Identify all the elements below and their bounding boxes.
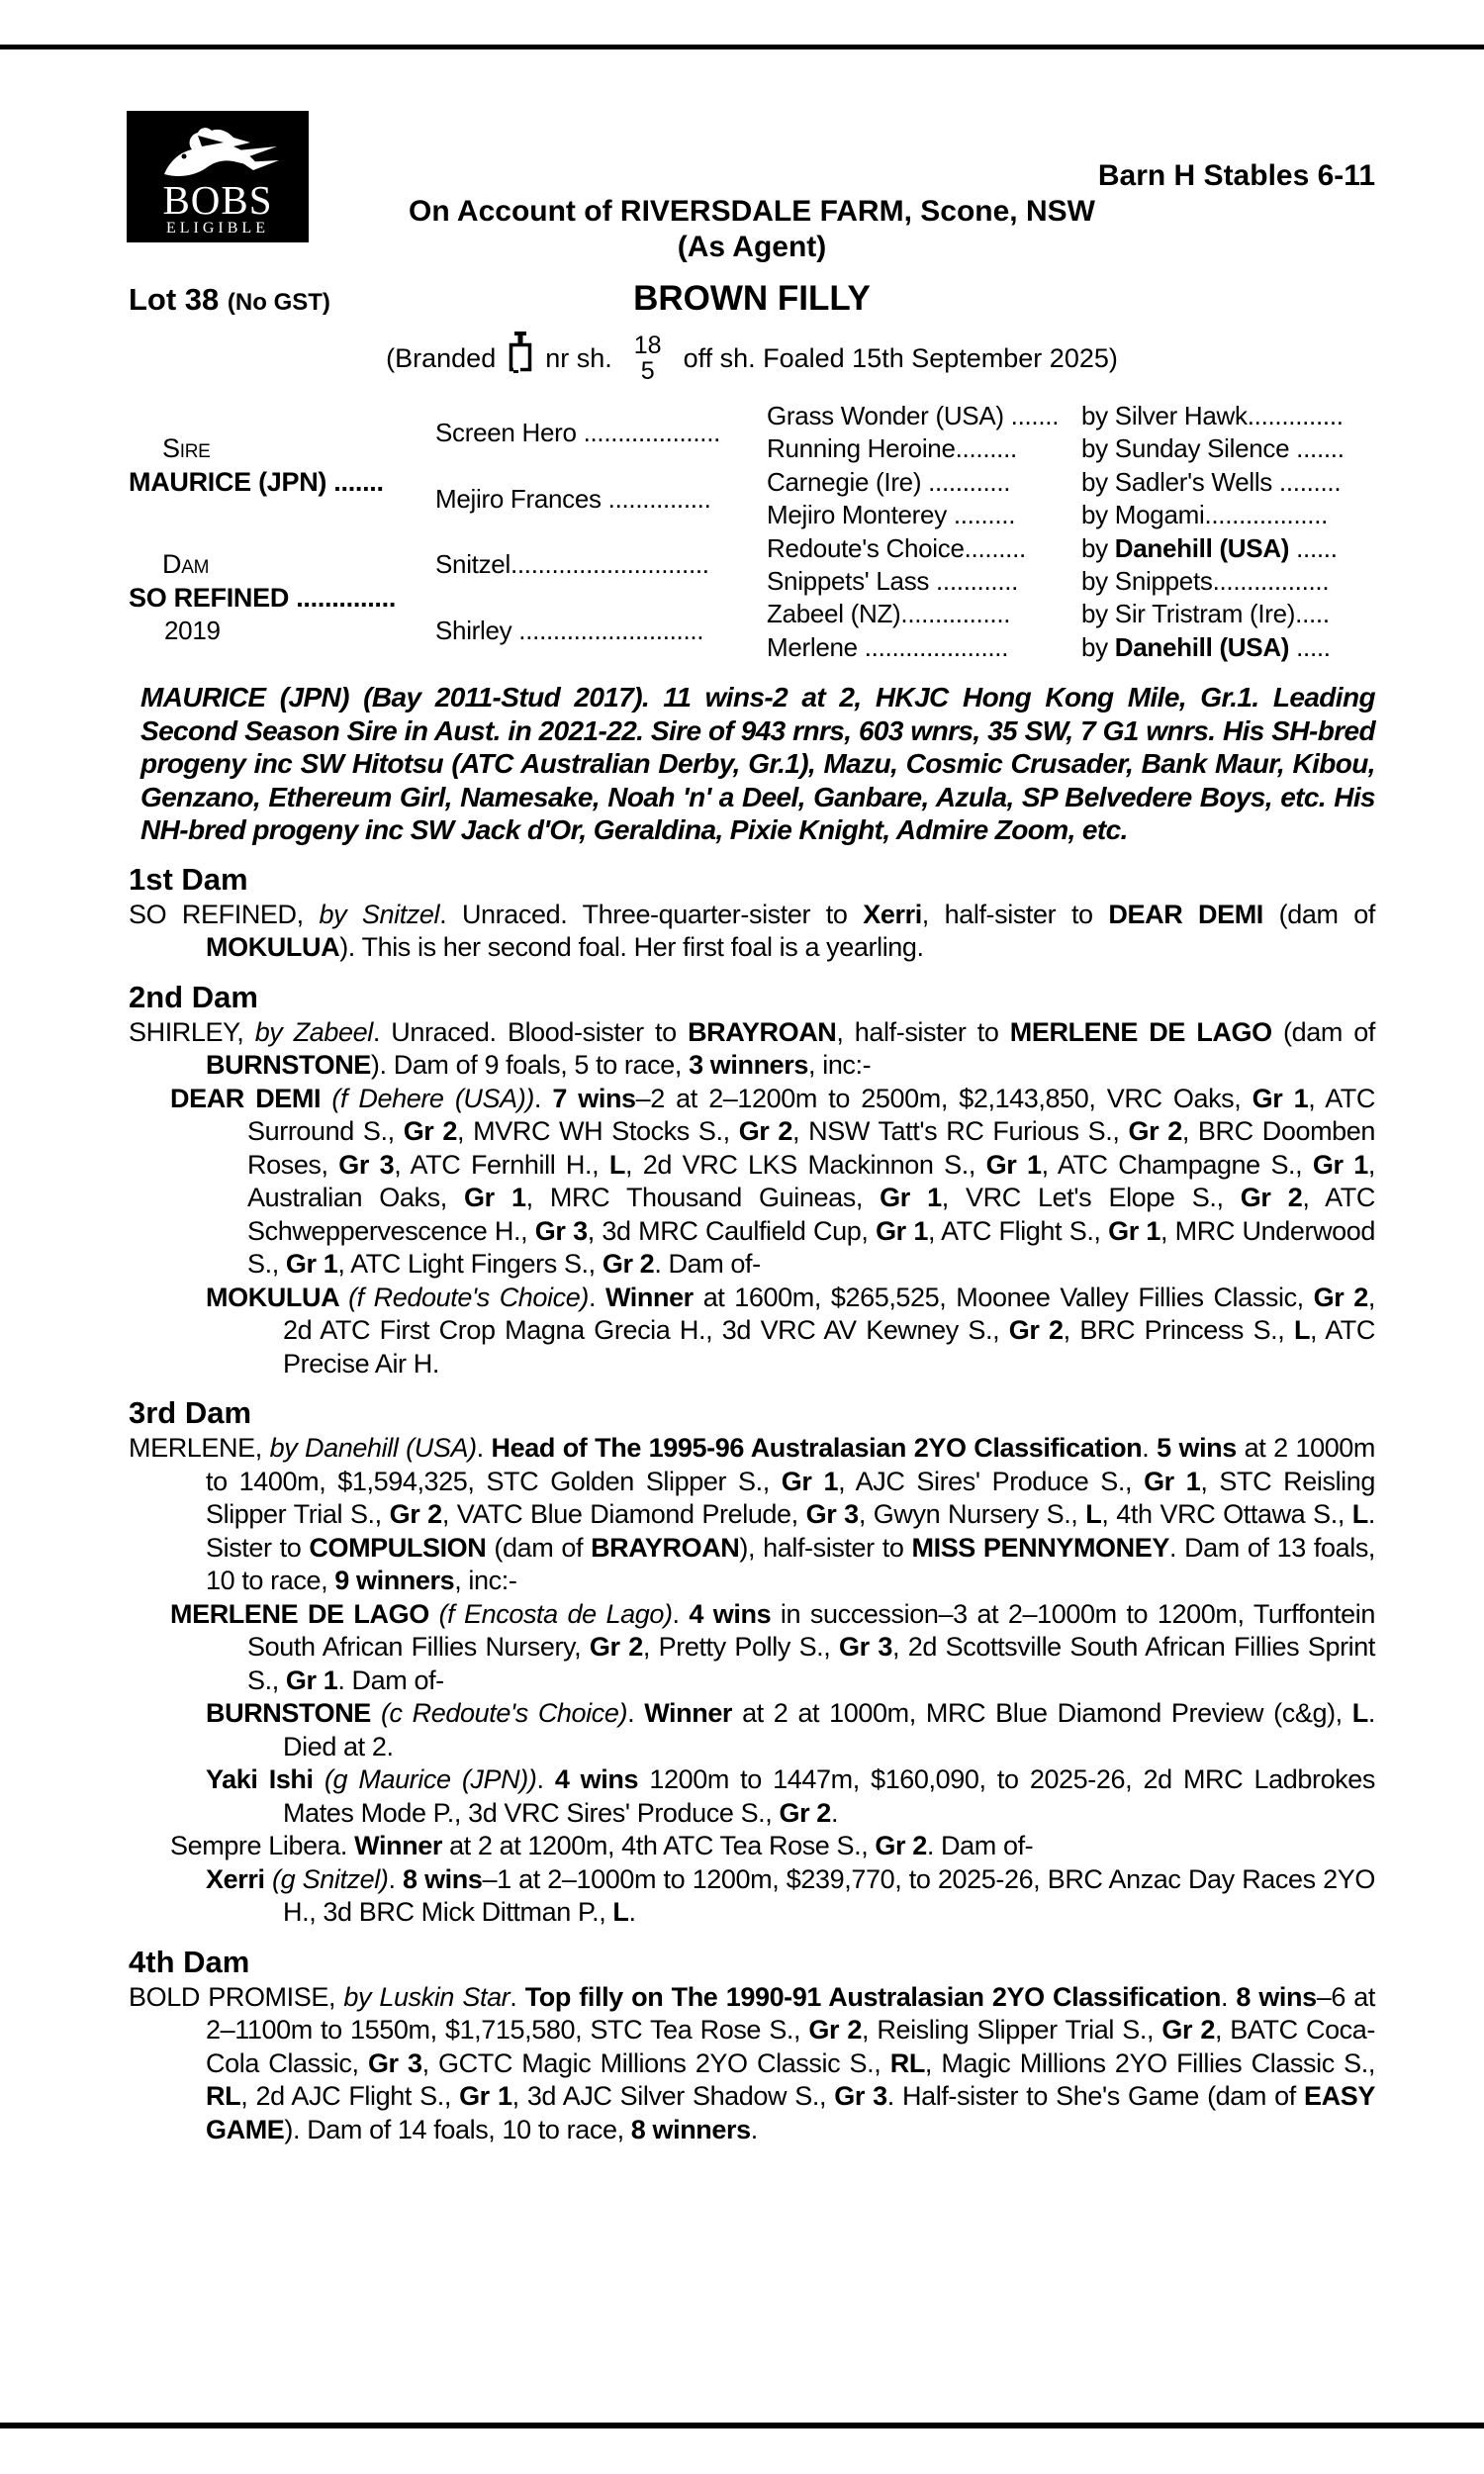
dam-sections: [129, 862, 1375, 2147]
lot-number: [129, 282, 633, 318]
horse-title: BROWN FILLY: [633, 279, 871, 318]
gen4-sire: by Danehill (USA) ......: [1081, 532, 1338, 563]
pedigree-paragraph: SHIRLEY, by Zabeel. Unraced. Blood-sister to BRAYROAN, half-sister to MERLENE DE LAGO (dam of BURNSTONE). Dam of 9 foals, 5 to race, 3 winners, inc:-: [129, 1016, 1375, 1081]
sire-label: Sire: [162, 433, 211, 464]
dam-year: 2019: [164, 616, 221, 646]
gen3-ancestor: Carnegie (Ire) ............: [767, 466, 1011, 497]
gen4-sire: by Sunday Silence .......: [1081, 433, 1345, 464]
barn-line: Barn H Stables 6-11: [1097, 159, 1375, 192]
gen2-ancestor: Snitzel.............................: [435, 549, 709, 580]
account-line: On Account of RIVERSDALE FARM, Scone, NSW: [409, 195, 1095, 228]
gen3-ancestor: Redoute's Choice.........: [767, 532, 1026, 563]
pedigree-paragraph: Yaki Ishi (g Maurice (JPN)). 4 wins 1200m to 1447m, $160,090, to 2025-26, 2d MRC Ladbrokes Mates Mode P., 3d VRC Sires' Produce S., Gr 2.: [206, 1764, 1375, 1828]
sire-summary: MAURICE (JPN) (Bay 2011-Stud 2017). 11 wins-2 at 2, HKJC Hong Kong Mile, Gr.1. Leading Second Season Sire in Aust. in 2021-22. Sire of 943 rnrs, 603 wnrs, 35 SW, 7 G1 wnrs. His SH-bred progeny inc SW Hitotsu (ATC Australian Derby, Gr.1), Mazu, Cosmic Crusader, Bank Maur, Kibou, Genzano, Ethereum Girl, Namesake, Noah 'n' a Deel, Ganbare, Azula, SP Belvedere Boys, etc. His NH-bred progeny inc SW Jack d'Or, Geraldina, Pixie Knight, Admire Zoom, etc.: [140, 682, 1375, 846]
brand-mark-icon: [506, 331, 535, 381]
pedigree-paragraph: MERLENE, by Danehill (USA). Head of The 1995-96 Australasian 2YO Classification. 5 wins at 2 1000m to 1400m, $1,594,325, STC Golden Slipper S., Gr 1, AJC Sires' Produce S., Gr 1, STC Reisling Slipper Trial S., Gr 2, VATC Blue Diamond Prelude, Gr 3, Gwyn Nursery S., L, 4th VRC Ottawa S., L. Sister to COMPULSION (dam of BRAYROAN), half-sister to MISS PENNYMONEY. Dam of 13 foals, 10 to race, 9 winners, inc:-: [129, 1433, 1376, 1596]
logo-title: BOBS: [162, 177, 273, 223]
pedigree-table: [129, 400, 1375, 664]
horse-head-icon: [154, 123, 281, 180]
brand-number-fraction: [634, 333, 662, 384]
bottom-rule: [0, 2423, 1484, 2428]
gen3-ancestor: Grass Wonder (USA) .......: [767, 401, 1060, 430]
gen3-ancestor: Merlene .....................: [767, 631, 1009, 662]
brand-number-bottom: 5: [640, 357, 655, 385]
sire-name: MAURICE (JPN) .......: [129, 466, 384, 497]
gen4-sire: by Danehill (USA) .....: [1081, 631, 1331, 662]
dam-section-heading: 3rd Dam: [129, 1395, 252, 1431]
gen4-sire: by Silver Hawk..............: [1081, 401, 1344, 430]
dam-name: SO REFINED ..............: [129, 582, 397, 613]
top-rule: [0, 45, 1484, 49]
brand-number-top: 18: [633, 332, 662, 359]
dam-section-heading: 1st Dam: [129, 861, 248, 897]
dam-block: [129, 532, 435, 665]
gen3-ancestor: Snippets' Lass ............: [767, 565, 1019, 596]
dam-section-heading: 2nd Dam: [129, 979, 258, 1014]
gen3-ancestor: Running Heroine.........: [767, 433, 1017, 464]
gen4-sire: by Sadler's Wells .........: [1081, 466, 1342, 497]
gen3-ancestor: Mejiro Monterey .........: [767, 500, 1016, 530]
branded-prefix: (Branded: [386, 342, 497, 373]
lot-number-label: Lot 38: [129, 282, 220, 317]
pedigree-paragraph: Sempre Libera. Winner at 2 at 1200m, 4th ATC Tea Rose S., Gr 2. Dam of-: [170, 1831, 1034, 1861]
lot-title-row: [129, 279, 1375, 319]
dam-section-heading: 4th Dam: [129, 1944, 250, 1979]
pedigree-paragraph: MERLENE DE LAGO (f Encosta de Lago). 4 wins in succession–3 at 2–1000m to 1200m, Turffontein South African Fillies Nursery, Gr 2, Pretty Polly S., Gr 3, 2d Scottsville South African Fillies Sprint S., Gr 1. Dam of-: [170, 1598, 1375, 1695]
pedigree-paragraph: DEAR DEMI (f Dehere (USA)). 7 wins–2 at 2–1200m to 2500m, $2,143,850, VRC Oaks, Gr 1, ATC Surround S., Gr 2, MVRC WH Stocks S., Gr 2, NSW Tatt's RC Furious S., Gr 2, BRC Doomben Roses, Gr 3, ATC Fernhill H., L, 2d VRC LKS Mackinnon S., Gr 1, ATC Champagne S., Gr 1, Australian Oaks, Gr 1, MRC Thousand Guineas, Gr 1, VRC Let's Elope S., Gr 2, ATC Schweppervescence H., Gr 3, 3d MRC Caulfield Cup, Gr 1, ATC Flight S., Gr 1, MRC Underwood S., Gr 1, ATC Light Fingers S., Gr 2. Dam of-: [170, 1083, 1376, 1280]
branded-nr: nr sh.: [545, 342, 612, 373]
pedigree-paragraph: BURNSTONE (c Redoute's Choice). Winner at 2 at 1000m, MRC Blue Diamond Preview (c&g), L. Died at 2.: [206, 1698, 1375, 1761]
gen2-ancestor: Shirley ...........................: [435, 616, 704, 646]
pedigree-paragraph: Xerri (g Snitzel). 8 wins–1 at 2–1000m to 1200m, $239,770, to 2025-26, BRC Anzac Day Races 2YO H., 3d BRC Mick Dittman P., L.: [206, 1863, 1375, 1928]
sire-block: [129, 400, 435, 532]
gen3-ancestor: Zabeel (NZ)................: [767, 599, 1011, 629]
gen2-ancestor: Mejiro Frances ...............: [435, 483, 711, 514]
gen4-sire: by Sir Tristram (Ire).....: [1081, 599, 1330, 629]
pedigree-paragraph: SO REFINED, by Snitzel. Unraced. Three-quarter-sister to Xerri, half-sister to DEAR DEMI (dam of MOKULUA). This is her second foal. Her first foal is a yearling.: [129, 899, 1375, 963]
no-gst-label: (No GST): [227, 289, 330, 316]
bobs-eligible-logo: [127, 111, 309, 242]
gen4-sire: by Mogami..................: [1081, 500, 1329, 530]
gen4-sire: by Snippets.................: [1081, 565, 1330, 596]
branded-suffix: off sh. Foaled 15th September 2025): [683, 342, 1118, 373]
pedigree-paragraph: MOKULUA (f Redoute's Choice). Winner at 1600m, $265,525, Moonee Valley Fillies Classic, Gr 2, 2d ATC First Crop Magna Grecia H., 3d VRC AV Kewney S., Gr 2, BRC Princess S., L, ATC Precise Air H.: [206, 1282, 1375, 1379]
branded-line: [129, 327, 1375, 390]
agent-line: (As Agent): [677, 231, 827, 263]
pedigree-paragraph: BOLD PROMISE, by Luskin Star. Top filly on The 1990-91 Australasian 2YO Classification. 8 wins–6 at 2–1100m to 1550m, $1,715,580, STC Tea Rose S., Gr 2, Reisling Slipper Trial S., Gr 2, BATC Coca-Cola Classic, Gr 3, GCTC Magic Millions 2YO Classic S., RL, Magic Millions 2YO Fillies Classic S., RL, 2d AJC Flight S., Gr 1, 3d AJC Silver Shadow S., Gr 3. Half-sister to She's Game (dam of EASY GAME). Dam of 14 foals, 10 to race, 8 winners.: [129, 1981, 1376, 2144]
dam-label: Dam: [162, 549, 210, 580]
gen2-ancestor: Screen Hero ....................: [435, 417, 721, 447]
logo-subtitle: ELIGIBLE: [166, 220, 269, 237]
